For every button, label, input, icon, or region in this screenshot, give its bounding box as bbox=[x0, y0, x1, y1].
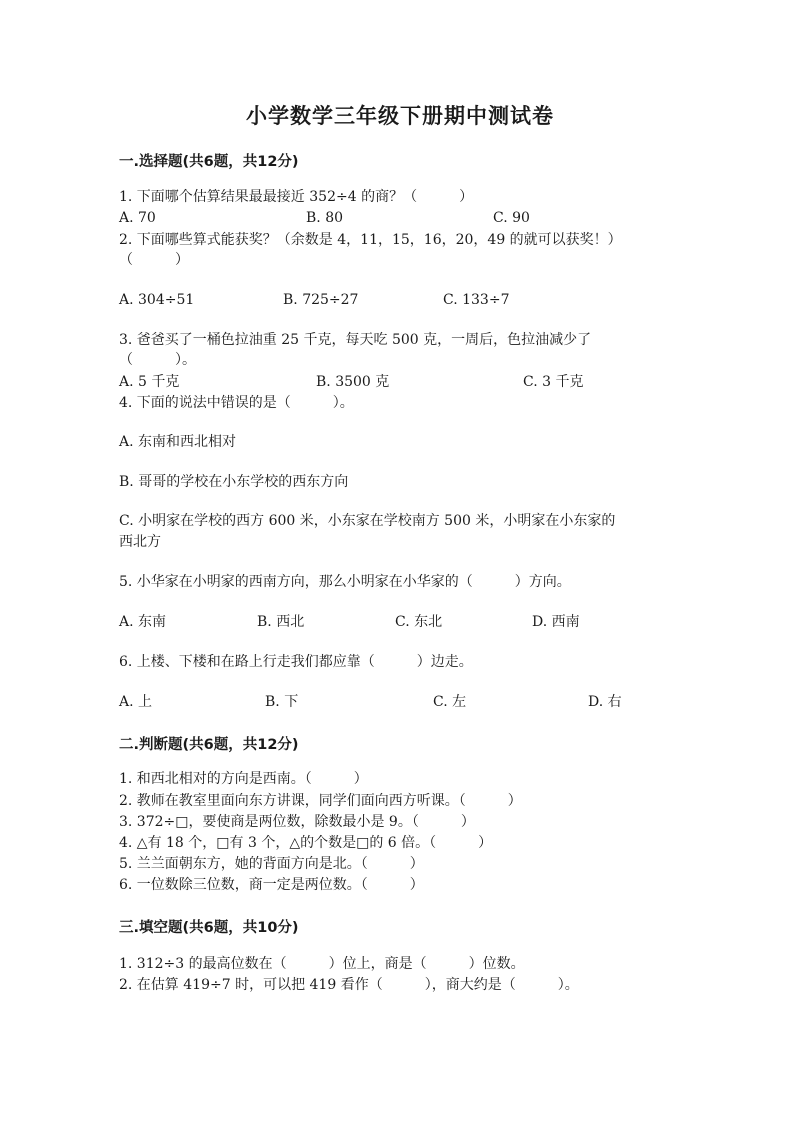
question-3-line1: 3. 爸爸买了一桶色拉油重 25 千克，每天吃 500 克，一周后，色拉油减少了 bbox=[119, 332, 592, 348]
question-1-options bbox=[119, 209, 719, 227]
option-c: C. 133÷7 bbox=[443, 292, 510, 308]
question-6-options bbox=[119, 693, 719, 711]
option-c: C. 90 bbox=[493, 210, 530, 226]
option-d: D. 右 bbox=[588, 694, 622, 710]
judge-item-6: 6. 一位数除三位数，商一定是两位数。（ ） bbox=[119, 877, 424, 893]
question-2-options bbox=[119, 291, 719, 309]
fill-item-1: 1. 312÷3 的最高位数在（ ）位上，商是（ ）位数。 bbox=[119, 956, 525, 972]
section3-heading: 三.填空题(共6题，共10分) bbox=[119, 920, 299, 936]
question-4-option-c-line1: C. 小明家在学校的西方 600 米，小东家在学校南方 500 米，小明家在小东家的 bbox=[119, 513, 616, 529]
option-c: C. 3 千克 bbox=[523, 374, 584, 390]
section2-heading: 二.判断题(共6题，共12分) bbox=[119, 737, 299, 753]
judge-item-4: 4. △有 18 个，□有 3 个，△的个数是□的 6 倍。（ ） bbox=[119, 835, 493, 851]
option-c: C. 左 bbox=[433, 694, 467, 710]
question-4-option-b: B. 哥哥的学校在小东学校的西东方向 bbox=[119, 474, 349, 490]
option-b: B. 西北 bbox=[257, 614, 305, 630]
option-a: A. 70 bbox=[119, 210, 156, 226]
question-1: 1. 下面哪个估算结果最最接近 352÷4 的商？（ ） bbox=[119, 189, 474, 205]
question-4-option-c-line2: 西北方 bbox=[119, 534, 161, 550]
option-a: A. 304÷51 bbox=[119, 292, 195, 308]
judge-item-2: 2. 教师在教室里面向东方讲课，同学们面向西方听课。（ ） bbox=[119, 793, 522, 809]
option-a: A. 上 bbox=[119, 694, 153, 710]
option-a: A. 东南 bbox=[119, 614, 167, 630]
option-b: B. 下 bbox=[265, 694, 299, 710]
question-5-options bbox=[119, 613, 719, 631]
option-b: B. 80 bbox=[306, 210, 344, 226]
option-c: C. 东北 bbox=[395, 614, 443, 630]
question-3-options bbox=[119, 373, 719, 391]
judge-item-1: 1. 和西北相对的方向是西南。（ ） bbox=[119, 771, 368, 787]
option-b: B. 725÷27 bbox=[283, 292, 359, 308]
option-d: D. 西南 bbox=[532, 614, 580, 630]
fill-item-2: 2. 在估算 419÷7 时，可以把 419 看作（ ），商大约是（ ）。 bbox=[119, 977, 579, 993]
question-2-line1: 2. 下面哪些算式能获奖？（余数是 4，11，15，16，20，49 的就可以获奖！） bbox=[119, 232, 622, 248]
question-5: 5. 小华家在小明家的西南方向，那么小明家在小华家的（ ）方向。 bbox=[119, 574, 571, 590]
option-a: A. 5 千克 bbox=[119, 374, 180, 390]
judge-item-5: 5. 兰兰面朝东方，她的背面方向是北。（ ） bbox=[119, 856, 424, 872]
section1-heading: 一.选择题(共6题，共12分) bbox=[119, 154, 299, 170]
question-2-line2: （ ） bbox=[119, 252, 189, 268]
option-b: B. 3500 克 bbox=[316, 374, 390, 390]
question-6: 6. 上楼、下楼和在路上行走我们都应靠（ ）边走。 bbox=[119, 654, 473, 670]
judge-item-3: 3. 372÷□，要使商是两位数，除数最小是 9。（ ） bbox=[119, 814, 475, 830]
question-4-option-a: A. 东南和西北相对 bbox=[119, 434, 237, 450]
exam-title: 小学数学三年级下册期中测试卷 bbox=[246, 104, 554, 128]
question-3-line2: （ ）。 bbox=[119, 352, 196, 368]
question-4: 4. 下面的说法中错误的是（ ）。 bbox=[119, 395, 354, 411]
